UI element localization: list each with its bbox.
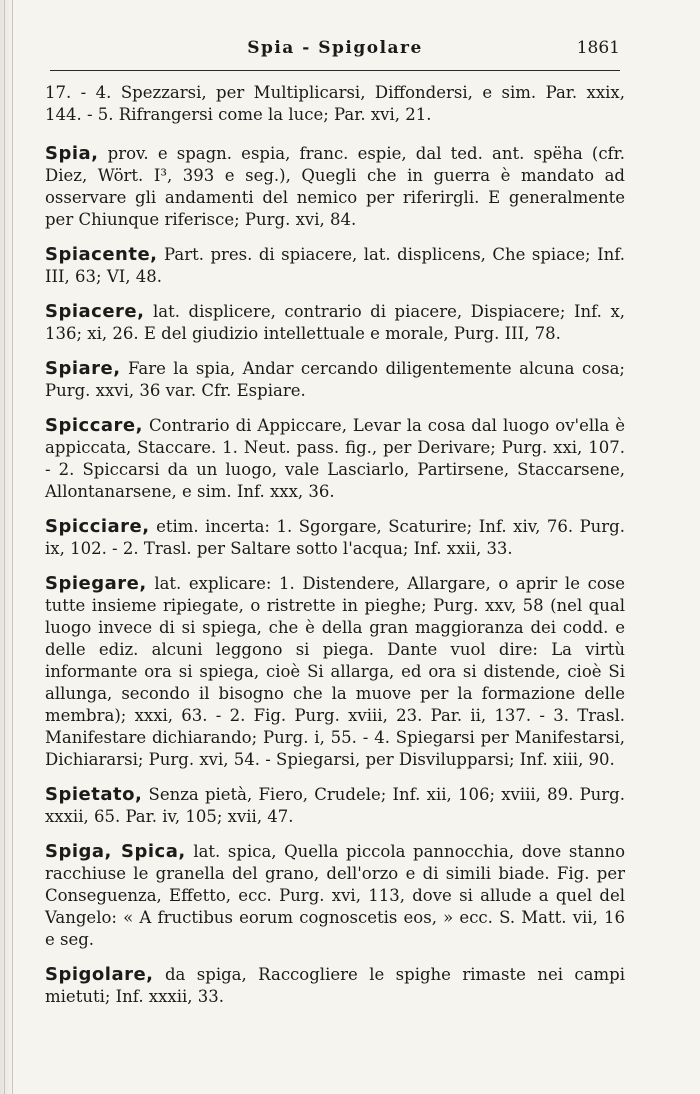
headword: Spia, — [45, 143, 99, 164]
entry-text: etim. incerta: 1. Sgorgare, Scaturire; Inf. xiv, 76. Purg. ix, 102. - 2. Trasl. per Saltare sotto l'acqua; Inf. xxii, 33. — [45, 517, 625, 558]
entry-spietato — [45, 784, 625, 828]
entry-spigolare — [45, 964, 625, 1008]
header-rule — [50, 70, 620, 71]
continuation-text: 17. - 4. Spezzarsi, per Multiplicarsi, Diffondersi, e sim. Par. xxix, 144. - 5. Rifrangersi come la luce; Par. xvi, 21. — [45, 83, 625, 124]
entry-text: prov. e spagn. espia, franc. espie, dal ted. ant. spëha (cfr. Diez, Wört. I³, 393 e seg.), Quegli che in guerra è mandato ad osservare gli andamenti del nemico per riferirgli. E generalmente per Chiunque riferisce; Purg. xvi, 84. — [45, 144, 625, 229]
entry-spicciare — [45, 516, 625, 560]
header-title: Spia - Spigolare — [247, 38, 423, 58]
headword: Spigolare, — [45, 964, 154, 985]
entry-text: lat. displicere, contrario di piacere, Dispiacere; Inf. x, 136; xi, 26. E del giudizio intellettuale e morale, Purg. III, 78. — [45, 302, 625, 343]
headword: Spiccare, — [45, 415, 143, 436]
entry-text: Fare la spia, Andar cercando diligentemente alcuna cosa; Purg. xxvi, 36 var. Cfr. Espiare. — [45, 359, 625, 400]
page-number: 1861 — [576, 38, 620, 58]
entry-spiga — [45, 841, 625, 951]
entry-text: Part. pres. di spiacere, lat. displicens, Che spiace; Inf. III, 63; VI, 48. — [45, 245, 625, 286]
entry-spiacente — [45, 244, 625, 288]
entry-text: Contrario di Appiccare, Levar la cosa dal luogo ov'ella è appiccata, Staccare. 1. Neut. pass. fig., per Derivare; Purg. xxi, 107. - 2. Spiccarsi da un luogo, vale Lasciarlo, Partirsene, Staccarsene, Allontanarsene, e sim. Inf. xxx, 36. — [45, 416, 625, 501]
entry-text: lat. spica, Quella piccola pannocchia, dove stanno racchiuse le granella del grano, dell'orzo e di simili biade. Fig. per Conseguenza, Effetto, ecc. Purg. xvi, 113, dove si allude a quel del Vangelo: « A fructibus eorum cognoscetis eos, » ecc. S. Matt. vii, 16 e seg. — [45, 842, 626, 949]
entry-text: da spiga, Raccogliere le spighe rimaste nei campi mietuti; Inf. xxxii, 33. — [45, 965, 625, 1006]
entry-spiare — [45, 358, 625, 402]
entry-spiegare — [45, 573, 625, 771]
page-edge-line — [4, 0, 5, 1094]
headword: Spicciare, — [45, 516, 150, 537]
entry-spiccare — [45, 415, 625, 503]
entry-spiacere — [45, 301, 625, 345]
headword: Spiare, — [45, 358, 121, 379]
dictionary-column — [45, 82, 625, 1021]
headword: Spiacere, — [45, 301, 145, 322]
headword: Spietato, — [45, 784, 143, 805]
headword: Spiacente, — [45, 244, 158, 265]
running-header — [50, 38, 620, 60]
entry-spia — [45, 143, 625, 231]
page-edge-line — [12, 0, 13, 1094]
entry-text: lat. explicare: 1. Distendere, Allargare, o aprir le cose tutte insieme ripiegate, o ristrette in pieghe; Purg. xxv, 58 (nel qual luogo invece di si spiega, che è della gran maggioranza dei codd. e delle ediz. alcuni leggono si piega. Dante vuol dire: La virtù informante ora si spiega, cioè Si allarga, ed ora si distende, cioè Si allunga, secondo il bisogno che la muove per la formazione delle membra); xxxi, 63. - 2. Fig. Purg. xviii, 23. Par. ii, 137. - 3. Trasl. Manifestare dichiarando; Purg. i, 55. - 4. Spiegarsi per Manifestarsi, Dichiararsi; Purg. xvi, 54. - Spiegarsi, per Disvilupparsi; Inf. xiii, 90. — [45, 574, 625, 769]
entry-text: Senza pietà, Fiero, Crudele; Inf. xii, 106; xviii, 89. Purg. xxxii, 65. Par. iv, 105; xvii, 47. — [45, 785, 625, 826]
headword: Spiga, Spica, — [45, 841, 186, 862]
headword: Spiegare, — [45, 573, 147, 594]
